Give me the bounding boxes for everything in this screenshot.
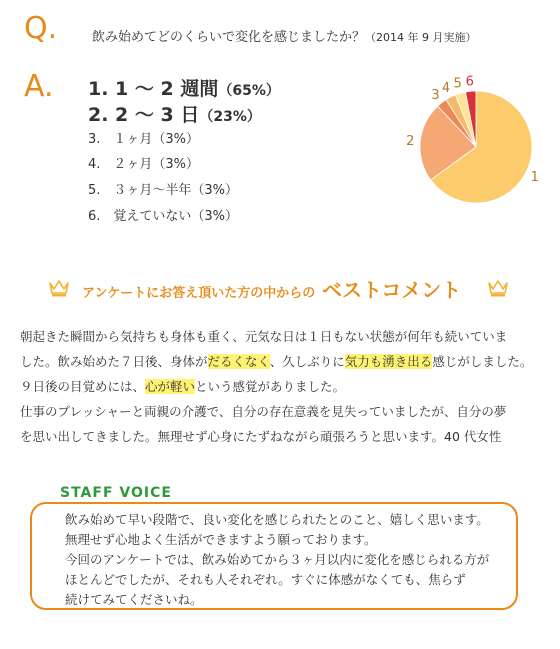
comment-text: ９日後の目覚めには、 <box>20 379 146 394</box>
staff-voice-box <box>30 502 518 610</box>
comment-line: 朝起きた瞬間から気持ちも身体も重く、元気な日は１日もない状態が何年も続いていま <box>20 329 508 344</box>
answer-item-2 <box>88 100 261 127</box>
staff-line: 続けてみてくださいね。 <box>65 592 203 607</box>
staff-line: 今回のアンケートでは、飲み始めてから３ヶ月以内に変化を感じられる方が <box>65 552 490 567</box>
question-marker: Q. <box>24 11 58 46</box>
staff-line: ほとんどでしたが、それも人それぞれ。すぐに体感がなくても、焦らず <box>65 572 466 587</box>
staff-line: 無理せず心地よく生活ができますよう願っております。 <box>65 532 377 547</box>
comment-line: 仕事のプレッシャーと両親の介護で、自分の存在意義を見失っていましたが、自分の夢 <box>20 404 507 419</box>
pie-label-3: 3 <box>431 87 440 103</box>
crown-icon <box>487 278 509 298</box>
answer-item-6: 6. 覚えていない（3%） <box>88 209 239 224</box>
crown-icon <box>48 278 70 298</box>
comment-text: した。飲み始めた７日後、身体が <box>20 354 208 369</box>
comment-line: を思い出してきました。無理せず心身にたずねながら頑張ろうと思います。40 代女性 <box>20 429 502 444</box>
banner-title: ベストコメント <box>322 278 462 302</box>
comment-highlight: 心が軽い <box>145 379 196 394</box>
answer-item-1 <box>88 74 280 101</box>
question-text <box>92 26 477 45</box>
answer-item-3: 3. １ヶ月（3%） <box>88 132 200 147</box>
answer-marker: A. <box>24 69 54 104</box>
pie-label-2: 2 <box>406 133 415 149</box>
question-note: （2014 年 9 月実施） <box>365 31 477 44</box>
banner-lead-text: アンケートにお答え頂いた方の中からの <box>82 286 316 301</box>
comment-line <box>20 349 540 374</box>
comment-text: 、久しぶりに <box>269 354 345 369</box>
comment-text: 感じがしました。 <box>432 354 533 369</box>
best-comment <box>20 324 540 449</box>
pie-label-1: 1 <box>530 169 539 185</box>
answer-item-5: 5. ３ヶ月〜半年（3%） <box>88 183 239 198</box>
staff-line: 飲み始めて早い段階で、良い変化を感じられたとのこと、嬉しく思います。 <box>65 512 489 527</box>
comment-line <box>20 374 540 399</box>
pie-label-4: 4 <box>441 81 451 97</box>
pie-chart <box>395 65 555 205</box>
comment-highlight: 気力も湧き出る <box>344 354 433 369</box>
pie-label-5: 5 <box>453 76 462 92</box>
answer-item-4: 4. ２ヶ月（3%） <box>88 157 200 172</box>
answer-percent: （23%） <box>199 109 261 125</box>
question-body: 飲み始めてどのくらいで変化を感じましたか？ <box>92 30 366 45</box>
comment-highlight: だるくなく <box>207 354 270 369</box>
comment-text: という感覚がありました。 <box>195 379 346 394</box>
answer-label: 2. 2 〜 3 日 <box>88 104 200 126</box>
answer-percent: （65%） <box>218 83 280 99</box>
staff-voice-title: STAFF VOICE <box>60 485 172 501</box>
pie-label-6: 6 <box>465 74 474 90</box>
answer-label: 1. 1 〜 2 週間 <box>88 78 219 100</box>
